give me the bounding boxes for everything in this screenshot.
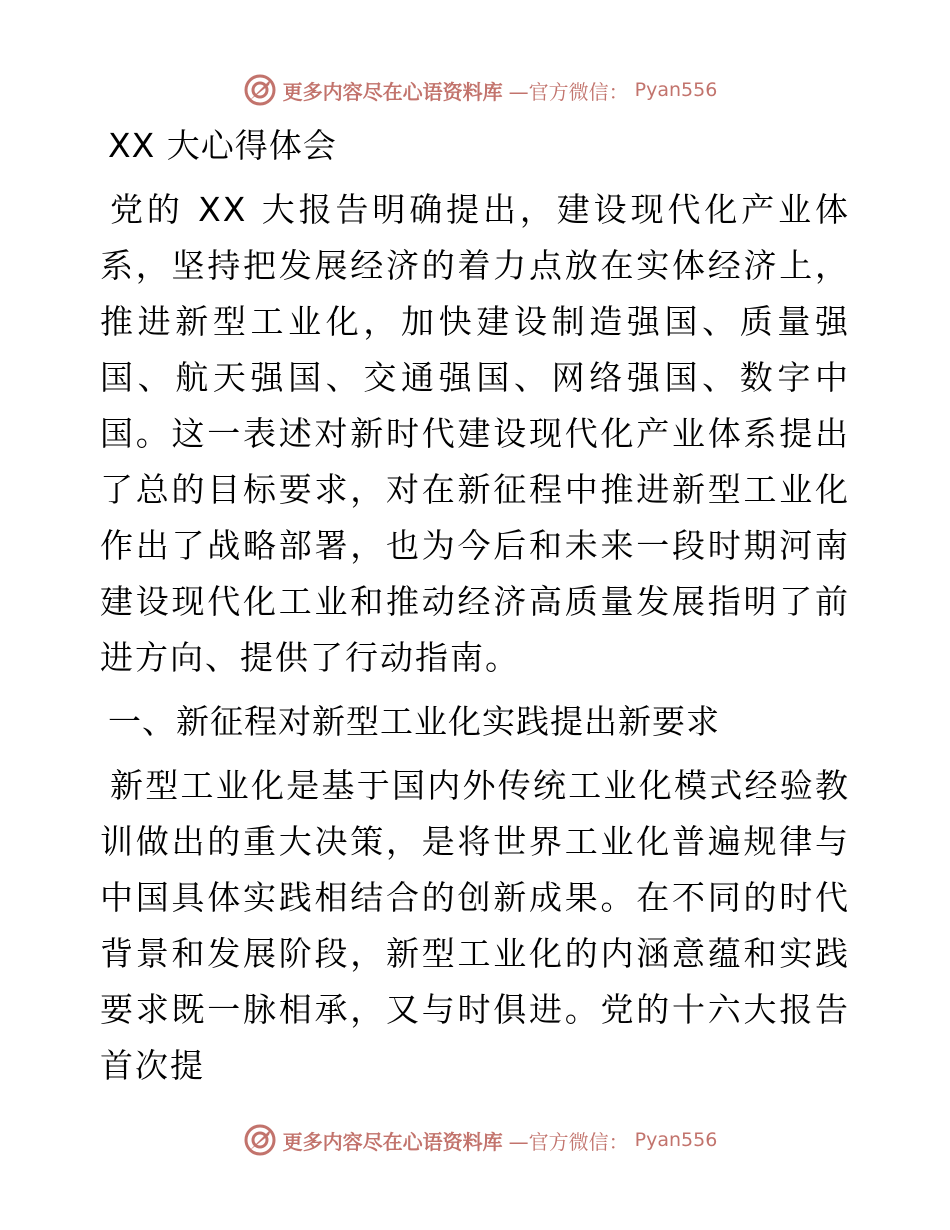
banner-separator: —官方微信： (508, 1129, 629, 1154)
banner-separator: —官方微信： (508, 79, 629, 104)
footer-banner (0, 1120, 950, 1160)
brand-logo-icon (243, 73, 277, 107)
paragraph-intro: 党的 XX 大报告明确提出，建设现代化产业体系，坚持把发展经济的着力点放在实体经济上，推进新型工业化，加快建设制造强国、质量强国、航天强国、交通强国、网络强国、数字中国。这一表述对新时代建设现代化产业体系提出了总的目标要求，对在新征程中推进新型工业化作出了战略部署，也为今后和未来一段时期河南建设现代化工业和推动经济高质量发展指明了前进方向、提供了行动指南。 (100, 190, 850, 677)
section-heading: 一、新征程对新型工业化实践提出新要求 (108, 702, 720, 741)
banner-slogan: 更多内容尽在心语资料库 (282, 79, 503, 104)
document-title: XX 大心得体会 (108, 126, 337, 165)
header-banner (0, 70, 950, 110)
banner-wechat-handle: Pyan556 (634, 1129, 718, 1151)
banner-wechat-handle: Pyan556 (634, 79, 718, 101)
banner-slogan: 更多内容尽在心语资料库 (282, 1129, 503, 1154)
paragraph-section-1: 新型工业化是基于国内外传统工业化模式经验教训做出的重大决策，是将世界工业化普遍规律与中国具体实践相结合的创新成果。在不同的时代背景和发展阶段，新型工业化的内涵意蕴和实践要求既一脉相承，又与时俱进。党的十六大报告首次提 (100, 766, 850, 1085)
footer-banner-content (243, 1123, 718, 1157)
brand-logo-icon (243, 1123, 277, 1157)
document-body (100, 118, 850, 1102)
header-banner-content (243, 73, 718, 107)
